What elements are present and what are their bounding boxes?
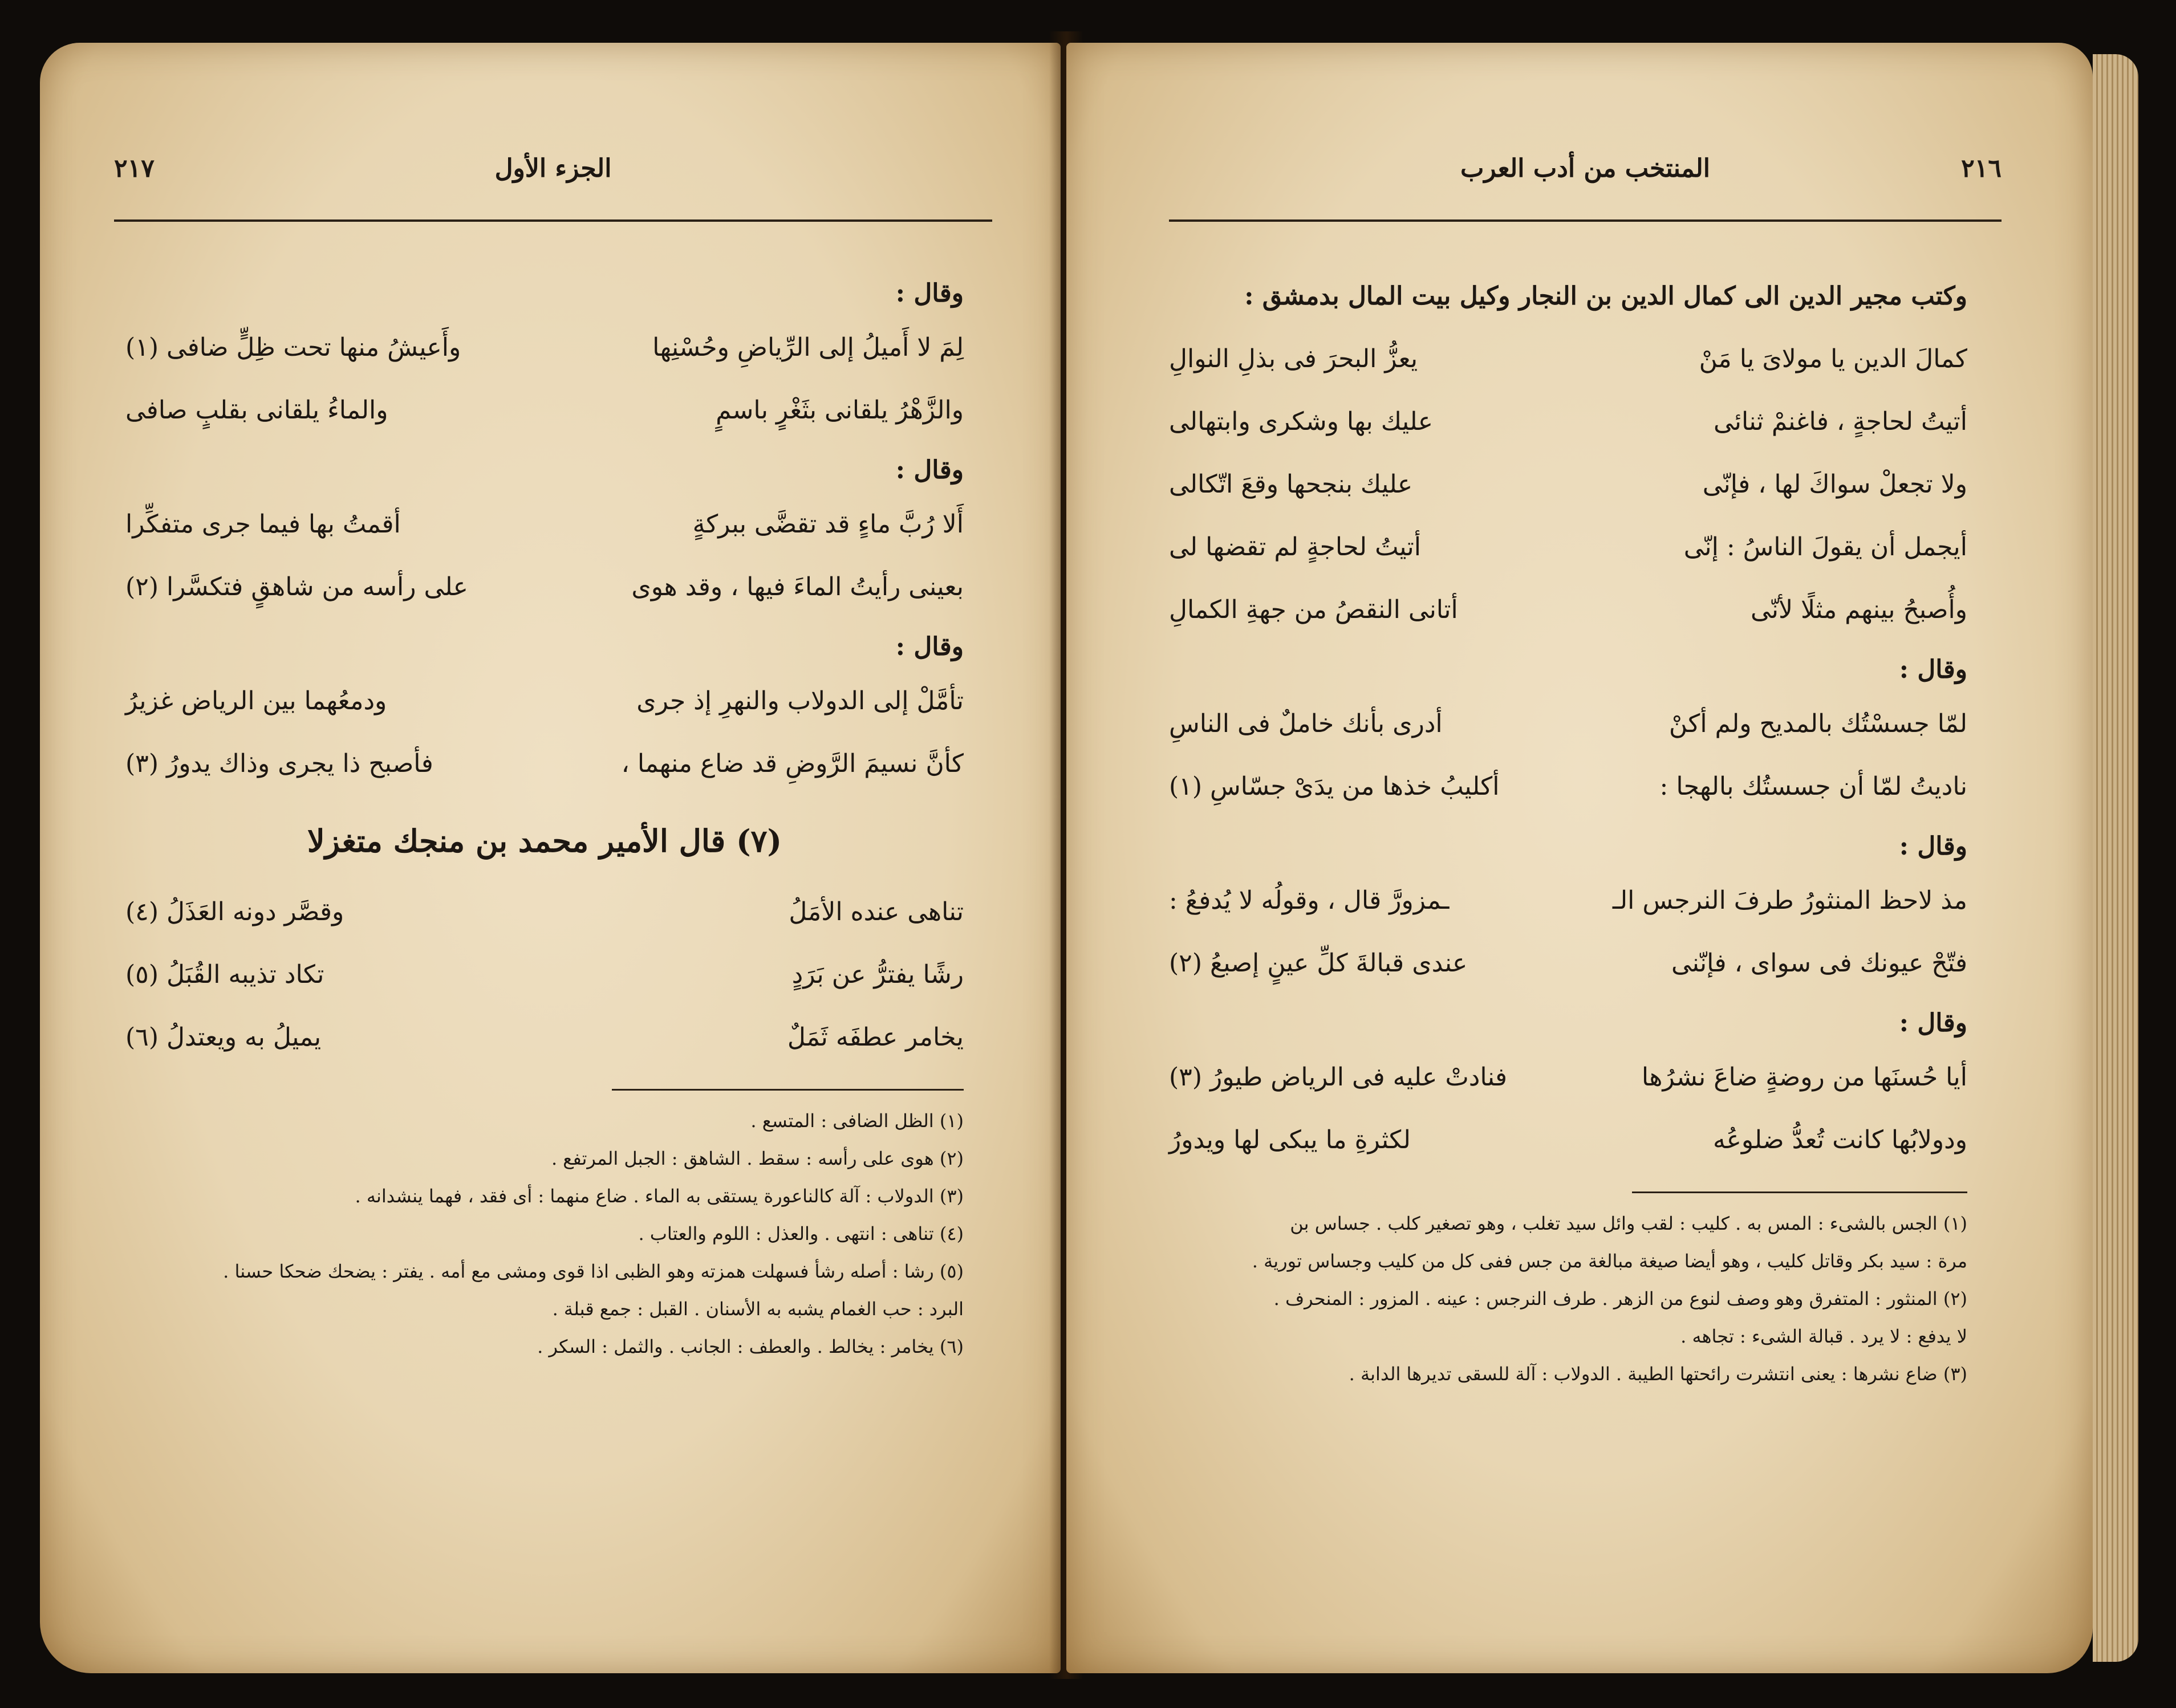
verse-first-hemistich: بعينى رأيتُ الماءَ فيها ، وقد هوى (631, 572, 964, 601)
verse-second-hemistich: لكثرةِ ما يبكى لها ويدورُ (1169, 1125, 1411, 1154)
verse-line (125, 884, 964, 946)
footnote-line: (٣) ضاع نشرها : يعنى انتشرت رائحتها الطيبة . الدولاب : آلة للسقى تديرها الدابة . (1349, 1363, 1967, 1385)
verse-second-hemistich: يميلُ به ويعتدلُ (٦) (125, 1023, 322, 1052)
right-page (1066, 43, 2093, 1673)
verse-second-hemistich: أدرى بأنك خاملٌ فى الناسِ (1169, 709, 1443, 738)
verse-second-hemistich: عليك بنجحها وقعَ اتّكالى (1169, 470, 1413, 499)
verse-line (1169, 696, 1967, 758)
left-page-header (114, 154, 992, 205)
verse-first-hemistich: أَلا رُبَّ ماءٍ قد تقضَّى ببركةٍ (692, 510, 964, 539)
verse-second-hemistich: وقصَّر دونه العَذَلُ (٤) (125, 897, 344, 926)
verse-line (125, 673, 964, 735)
verse-second-hemistich: يعزُّ البحرَ فى بذلِ النوالِ (1169, 344, 1418, 373)
verse-line (1169, 935, 1967, 998)
verse-second-hemistich: أتيتُ لحاجةٍ لم تقضها لى (1169, 532, 1422, 562)
verse-second-hemistich: فأصبح ذا يجرى وذاك يدورُ (٣) (125, 749, 433, 778)
left-running-title: الجزء الأول (494, 154, 612, 183)
verse-first-hemistich: ولا تجعلْ سواكَ لها ، فإنّى (1702, 470, 1967, 499)
footnote-line: (١) الجس بالشىء : المس به . كليب : لقب وائل سيد تغلب ، وهو تصغير كلب . جساس بن (1290, 1213, 1967, 1234)
verse-first-hemistich: رشًا يفترُّ عن بَرَدٍ (791, 960, 964, 989)
verse-first-hemistich: تأمَّلْ إلى الدولاب والنهرِ إذ جرى (636, 686, 964, 715)
verse-first-hemistich: أتيتُ لحاجةٍ ، فاغنمْ ثنائى (1714, 407, 1967, 436)
verse-second-hemistich: أقمتُ بها فيما جرى متفكِّرا (125, 510, 401, 539)
verse-first-hemistich: يخامر عطفَه ثَمَلٌ (787, 1023, 964, 1052)
verse-first-hemistich: وأُصبحُ بينهم مثلًا لأنّى (1751, 595, 1967, 624)
verse-first-hemistich: فتّحْ عيونك فى سواى ، فإنّنى (1671, 949, 1967, 978)
footnote-line: لا يدفع : لا يرد . قبالة الشىء : تجاهه . (1680, 1325, 1967, 1347)
footnote-line: (٥) رشا : أصله رشأ فسهلت همزته وهو الظبى اذا قوى ومشى مع أمه . يفتر : يضحك ضحكا حسنا . (223, 1260, 964, 1282)
qal-label: وقال : (1899, 1008, 1967, 1038)
verse-line (1169, 581, 1967, 644)
verse-line (1169, 758, 1967, 821)
page-edges (2093, 54, 2138, 1662)
footnote-line: (٤) تناهى : انتهى . والعذل : اللوم والعتاب . (638, 1223, 964, 1245)
verse-line (125, 382, 964, 445)
verse-first-hemistich: والزَّهْرُ يلقانى بثَغْرٍ باسمٍ (716, 396, 964, 425)
left-page (40, 43, 1061, 1673)
verse-second-hemistich: على رأسه من شاهقٍ فتكسَّرا (٢) (125, 572, 468, 601)
footnote-line: (٦) يخامر : يخالط . والعطف : الجانب . والثمل : السكر . (537, 1336, 964, 1357)
verse-line (1169, 872, 1967, 935)
verse-line (125, 735, 964, 798)
verse-second-hemistich: فنادتْ عليه فى الرياض طيورُ (٣) (1169, 1063, 1508, 1092)
verse-first-hemistich: كأنَّ نسيمَ الرَّوضِ قد ضاع منهما ، (621, 749, 964, 778)
right-page-header (1169, 154, 2002, 205)
verse-second-hemistich: وأَعيشُ منها تحت ظِلٍّ ضافى (١) (125, 333, 461, 362)
verse-first-hemistich: ودولابُها كانت تُعدُّ ضلوعُه (1713, 1125, 1967, 1154)
verse-first-hemistich: كمالَ الدين يا مولاىَ يا مَنْ (1699, 344, 1967, 373)
left-page-body (125, 268, 964, 1365)
verse-line (1169, 1112, 1967, 1174)
verse-second-hemistich: ودمعُهما بين الرياض غزيرُ (125, 686, 387, 715)
section-title: (٧) قال الأمير محمد بن منجك متغزلا (307, 823, 782, 859)
verse-second-hemistich: عندى قبالةَ كلِّ عينٍ إصبعُ (٢) (1169, 949, 1468, 978)
footnote-line: (٢) هوى على رأسه : سقط . الشاهق : الجبل المرتفع . (551, 1148, 964, 1169)
right-header-rule (1169, 219, 2002, 222)
qal-label: وقال : (895, 279, 964, 308)
qal-label: وقال : (1899, 655, 1967, 684)
footnote-line: البرد : حب الغمام يشبه به الأسنان . القبل : جمع قبلة . (552, 1298, 964, 1320)
verse-line (125, 319, 964, 382)
right-intro-line: وكتب مجير الدين الى كمال الدين بن النجار وكيل بيت المال بدمشق : (1244, 282, 1967, 311)
footnote-line: (١) الظل الضافى : المتسع . (750, 1110, 964, 1132)
verse-second-hemistich: أتانى النقصُ من جهةِ الكمالِ (1169, 595, 1458, 624)
verse-second-hemistich: عليك بها وشكرى وابتهالى (1169, 407, 1433, 436)
left-page-number: ٢١٧ (114, 154, 155, 183)
open-book (40, 31, 2138, 1679)
footnote-line: (٢) المنثور : المتفرق وهو وصف لنوع من الزهر . طرف النرجس : عينه . المزور : المنحرف . (1273, 1288, 1967, 1310)
qal-label: وقال : (895, 632, 964, 661)
verse-line (1169, 519, 1967, 581)
verse-line (125, 946, 964, 1009)
verse-second-hemistich: تكاد تذيبه القُبَلُ (٥) (125, 960, 324, 989)
verse-second-hemistich: والماءُ يلقانى بقلبٍ صافى (125, 396, 388, 425)
verse-first-hemistich: أيا حُسنَها من روضةٍ ضاعَ نشرُها (1641, 1063, 1967, 1092)
verse-line (125, 559, 964, 621)
verse-second-hemistich: ـمزورَّ قال ، وقولُه لا يُدفعُ : (1169, 886, 1450, 915)
verse-first-hemistich: لِمَ لا أَميلُ إلى الرِّياضِ وحُسْنِها (652, 333, 964, 362)
right-page-number: ٢١٦ (1961, 154, 2002, 183)
verse-first-hemistich: ناديتُ لمّا أن جسستُك بالهجا : (1659, 772, 1967, 801)
left-header-rule (114, 219, 992, 222)
verse-line (1169, 331, 1967, 393)
footnote-rule (612, 1089, 964, 1091)
verse-line (125, 496, 964, 559)
verse-line (1169, 1049, 1967, 1112)
verse-line (1169, 456, 1967, 519)
footnote-line: مرة : سيد بكر وقاتل كليب ، وهو أيضا صيغة مبالغة من جس ففى كل من كليب وجساس تورية . (1252, 1250, 1967, 1272)
footnote-line: (٣) الدولاب : آلة كالناعورة يستقى به الماء . ضاع منهما : أى فقد ، فهما ينشدانه . (355, 1185, 964, 1207)
right-running-title: المنتخب من أدب العرب (1460, 154, 1711, 183)
verse-second-hemistich: أكليبُ خذها من يدَىْ جسّاسِ (١) (1169, 772, 1500, 801)
footnote-rule (1632, 1191, 1967, 1193)
right-page-body (1169, 268, 1967, 1393)
verse-first-hemistich: تناهى عنده الأمَلُ (789, 897, 964, 926)
qal-label: وقال : (895, 456, 964, 485)
qal-label: وقال : (1899, 832, 1967, 861)
verse-line (125, 1009, 964, 1072)
verse-first-hemistich: أيجمل أن يقولَ الناسُ : إنّى (1683, 532, 1967, 562)
verse-first-hemistich: لمّا جسسْتُك بالمديح ولم أكنْ (1668, 709, 1967, 738)
verse-first-hemistich: مذ لاحظ المنثورُ طرفَ النرجس الـ (1612, 886, 1967, 915)
verse-line (1169, 393, 1967, 456)
